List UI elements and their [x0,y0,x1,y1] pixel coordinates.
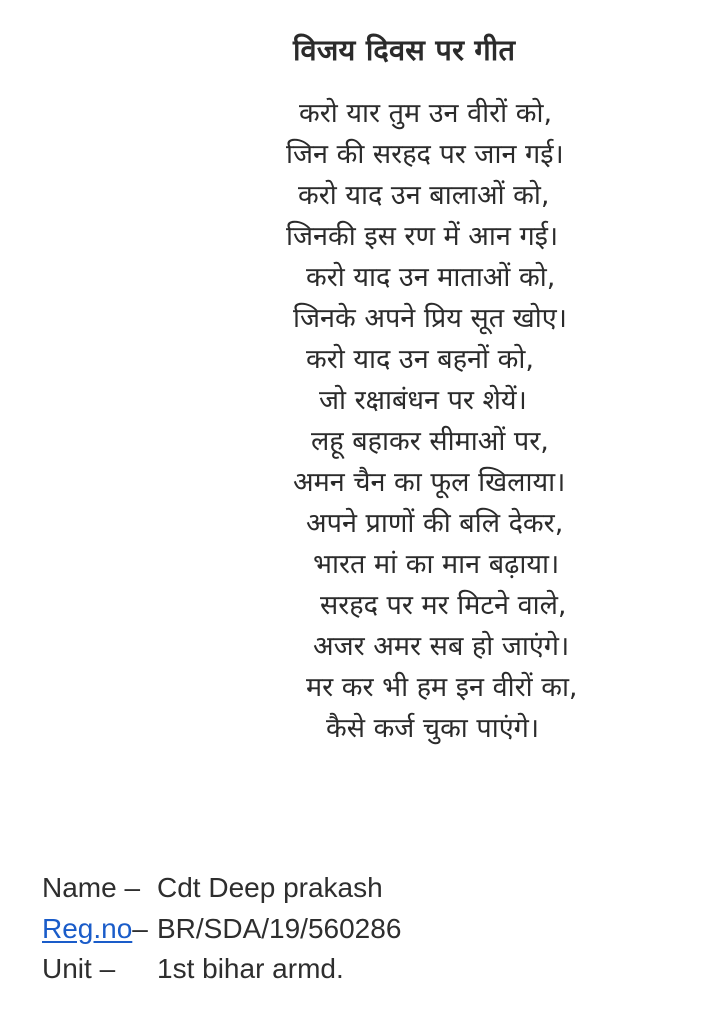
reg-no-link[interactable]: Reg.no [42,912,133,944]
reg-dash: – [132,912,148,944]
poem-line: जिनके अपने प्रिय सूत खोए। [293,303,567,334]
poem-line: करो यार तुम उन वीरों को, [299,98,553,129]
poem-line: अमन चैन का फूल खिलाया। [293,467,566,498]
reg-value: BR/SDA/19/560286 [157,912,402,944]
poem-line: मर कर भी हम इन वीरों का, [306,672,578,703]
poem-line: अजर अमर सब हो जाएंगे। [313,631,570,662]
poem-line: जिन की सरहद पर जान गई। [286,139,564,170]
poem-line: अपने प्राणों की बलि देकर, [306,508,564,539]
reg-label [42,913,148,945]
name-value: Cdt Deep prakash [157,872,383,903]
poem-line: करो याद उन माताओं को, [306,262,556,293]
name-label: Name – [42,872,141,903]
unit-label: Unit – [42,953,116,984]
poem-line: करो याद उन बहनों को, [306,344,534,375]
poem-line: सरहद पर मर मिटने वाले, [320,590,567,621]
poem-line: जिनकी इस रण में आन गई। [286,221,559,252]
poem-line: करो याद उन बालाओं को, [298,180,550,211]
poem-title: विजय दिवस पर गीत [293,33,516,67]
poem-line: लहू बहाकर सीमाओं पर, [311,426,549,457]
poem-line: भारत मां का मान बढ़ाया। [313,549,560,580]
poem-line: कैसे कर्ज चुका पाएंगे। [326,713,540,744]
unit-value: 1st bihar armd. [157,953,344,984]
poem-line: जो रक्षाबंधन पर शेयें। [319,385,527,416]
